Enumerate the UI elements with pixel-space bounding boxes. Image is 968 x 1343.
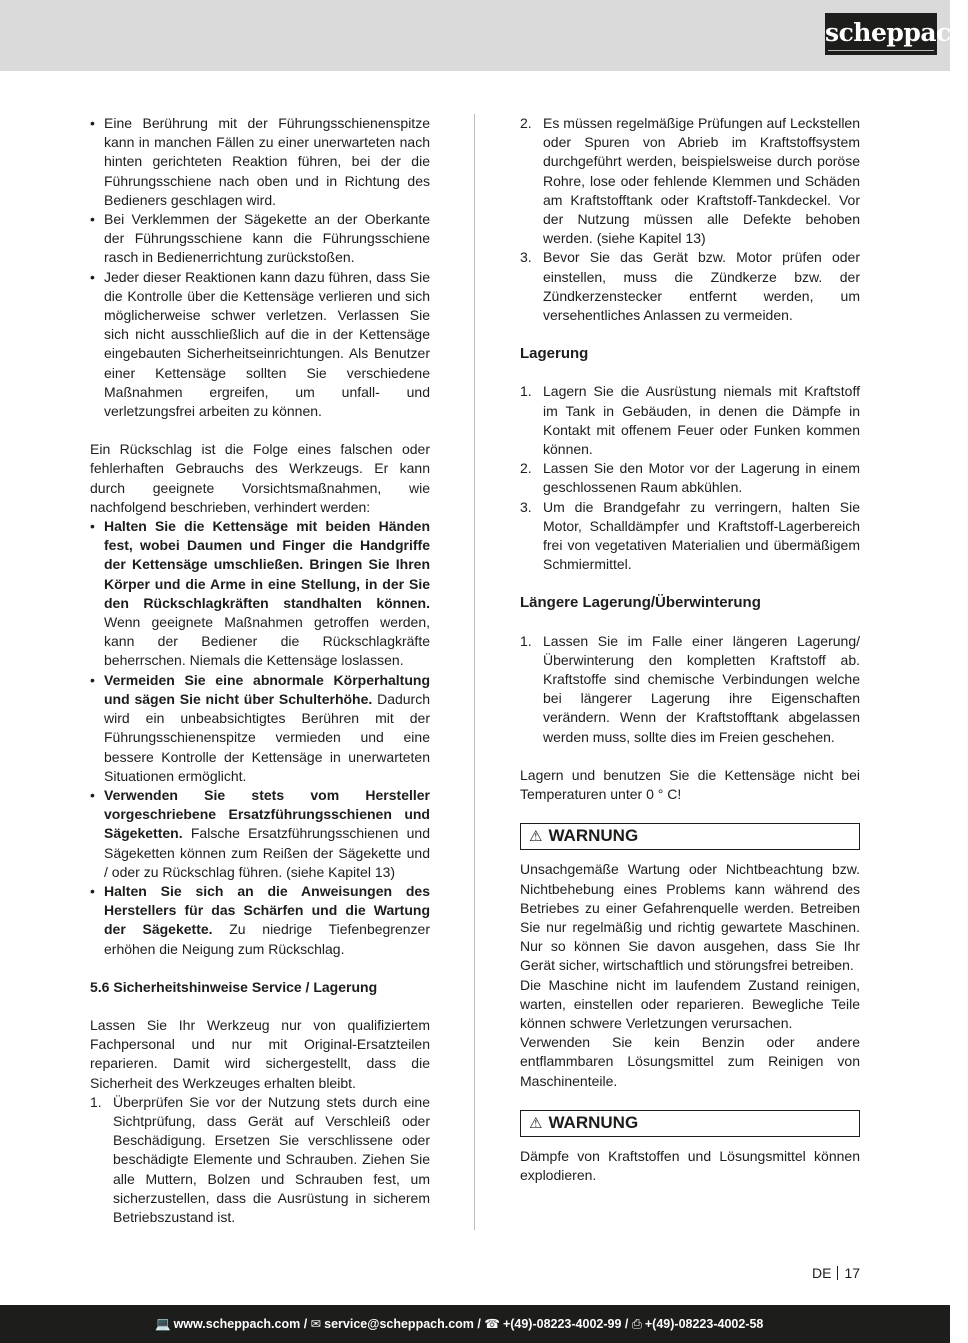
warning-text: Die Maschine nicht im laufendem Zustand reinigen, warten, einstellen oder reparieren. Bewegliche Teile können schwere Verletzungen verursachen. (520, 976, 860, 1031)
list-item-text: Falsche Ersatzführungsschienen und Sägeketten können zum Reißen der Sägekette und / oder zu Rückschlag führen. (siehe Kapitel 13) (104, 825, 430, 880)
list-item (90, 671, 430, 786)
warning-title: WARNUNG (548, 1112, 639, 1132)
phone-icon: ☎ (484, 1317, 500, 1331)
service-intro: Lassen Sie Ihr Werkzeug nur von qualifiziertem Fachpersonal und nur mit Original-Ersatzteilen reparieren. Damit wird sichergestellt, dass die Sicherheit des Werkzeuges erhalten bleibt. (90, 1016, 430, 1091)
footer-contact (155, 1316, 763, 1332)
list-number: 2. (520, 115, 532, 131)
temperature-note: Lagern und benutzen Sie die Kettensäge nicht bei Temperaturen unter 0 ° C! (520, 766, 860, 803)
list-item (520, 632, 860, 747)
list-number: 2. (520, 460, 532, 477)
list-number: 3. (520, 498, 532, 515)
fax-icon: ⎙ (631, 1317, 642, 1331)
warning-text: Dämpfe von Kraftstoffen und Lösungsmittel können explodieren. (520, 1147, 860, 1183)
list-number: 1. (90, 1093, 102, 1110)
list-item (90, 1093, 430, 1227)
list-item-bold: Vermeiden Sie eine abnormale Körperhaltung und sägen Sie nicht über Schulterhöhe. (104, 671, 430, 707)
list-item (520, 382, 860, 459)
list-item (90, 882, 430, 959)
storage-list (520, 382, 860, 574)
page-number (812, 1265, 860, 1281)
list-item-text: Wenn geeignete Maßnahmen getroffen werden, kann der Bediener die Rückschlagkräfte beherrschen. Niemals die Kettensäge loslassen. (104, 614, 430, 669)
warning-triangle-icon: ⚠ (529, 1114, 543, 1132)
list-item-text: Dadurch wird ein unbeabsichtigtes Berühren mit der Führungsschienenspitze vermieden und eine bessere Kontrolle der Kettensäge in unerwarteten Situationen ermöglicht. (104, 690, 431, 784)
footer-fax: +(49)-08223-4002-58 (644, 1317, 764, 1331)
section-heading: 5.6 Sicherheitshinweise Service / Lagerung (90, 978, 378, 995)
kickback-intro: Ein Rückschlag ist die Folge eines falschen oder fehlerhaften Gebrauchs des Werkzeugs. Er kann durch geeignete Vorsichtsmaßnahmen, wie nachfolgend beschrieben, verhindert werden: (90, 441, 430, 515)
list-item: • Bei Verklemmen der Sägekette an der Oberkante der Führungsschiene kann die Führungsschiene rasch in Bedienerrichtung zurückstoßen. (90, 210, 430, 268)
list-item-text: Es müssen regelmäßige Prüfungen auf Leckstellen oder Spuren von Abrieb im Kraftstoffsystem durchgeführt werden, beispielsweise durch poröse Rohre, lose oder fehlende Klemmen und Schäden am Kraftstofftank oder Kraftstoff-Tankdeckel. Vor der Nutzung müssen alle Defekte behoben werden. (siehe Kapitel 13) (543, 115, 860, 247)
kickback-reactions-list (90, 114, 430, 421)
right-column (520, 114, 860, 1185)
footer-mail[interactable]: service@scheppach.com / (324, 1317, 481, 1331)
service-list (90, 1093, 430, 1227)
warning-text: Verwenden Sie kein Benzin oder andere entflammbaren Lösungsmittel zum Reinigen von Maschinenteile. (520, 1034, 860, 1089)
page-lang: DE (812, 1265, 832, 1281)
footer-web[interactable]: www.scheppach.com / (173, 1317, 308, 1331)
service-list-continued (520, 114, 860, 325)
list-item (520, 114, 860, 248)
list-item-bold: Halten Sie die Kettensäge mit beiden Händen fest, wobei Daumen und Finger die Handgriffe der Kettensäge umschließen. Bringen Sie Ihren Körper und die Arme in eine Stellung, in der Sie den Rückschlagkräften standhalten können. (104, 518, 430, 611)
warning-triangle-icon: ⚠ (529, 828, 543, 846)
list-item-bold: Halten Sie sich an die Anweisungen des Herstellers für das Schärfen und die Wartung der Sägekette. (104, 882, 430, 938)
longterm-list (520, 632, 860, 747)
list-item-bold: Verwenden Sie stets vom Hersteller vorgeschriebene Ersatzführungsschienen und Sägeketten. (104, 786, 430, 842)
warning-box (520, 823, 860, 850)
list-item (520, 248, 860, 325)
list-number: 1. (520, 632, 532, 649)
list-item-text: Um die Brandgefahr zu verringern, halten Sie Motor, Schalldämpfer und Kraftstoff-Lagerbereich frei von vegetativen Materialien und übermäßigem Schmiermittel. (543, 498, 860, 573)
list-item-text: Lassen Sie im Falle einer längeren Lagerung/ Überwinterung den kompletten Kraftstoff ab. Kraftstoffe sind chemische Verbindungen welche bei längerer Lagerung ihre Eigenschaften verändern. Wenn der Kraftstofftank abgelassen werden muss, sollte dies im Freien geschehen. (543, 632, 860, 745)
footer (0, 1305, 950, 1343)
storage-heading: Lagerung (520, 345, 589, 363)
list-item (90, 517, 430, 671)
longterm-heading: Längere Lagerung/Überwinterung (520, 594, 761, 612)
mail-icon: ✉ (310, 1317, 322, 1331)
column-divider (474, 114, 475, 1230)
warning-box (520, 1110, 860, 1137)
list-item-text: Lagern Sie die Ausrüstung niemals mit Kraftstoff im Tank in Gebäuden, in denen die Dämpfe in Kontakt mit offenem Feuer oder Funken kommen können. (543, 383, 860, 458)
header-band (0, 0, 950, 71)
list-item: • Eine Berührung mit der Führungsschienenspitze kann in manchen Fällen zu einer unerwarteten nach hinten gerichteten Reaktion führen, bei der die Führungsschiene nach oben und in Richtung des Bedieners geschlagen wird. (90, 114, 430, 210)
list-item (90, 786, 430, 882)
list-item-text: Lassen Sie den Motor vor der Lagerung in einem geschlossenen Raum abkühlen. (543, 460, 860, 496)
footer-phone: +(49)-08223-4002-99 / (502, 1317, 629, 1331)
kickback-precautions-list (90, 517, 430, 959)
brand-logo: scheppach (825, 13, 937, 55)
list-number: 1. (520, 383, 532, 400)
list-item (520, 498, 860, 575)
list-number: 3. (520, 249, 532, 266)
list-item-text: Überprüfen Sie vor der Nutzung stets durch eine Sichtprüfung, dass Gerät auf Verschleiß oder Beschädigung. Ersetzen Sie verschlissene oder beschädigte Elemente und Schrauben. Ziehen Sie alle Muttern, Bolzen und Schrauben fest, um sicherzustellen, dass die Ausrüstung in sicherem Betriebszustand ist. (113, 1093, 430, 1225)
computer-icon: 💻 (155, 1317, 171, 1331)
left-column (90, 114, 430, 1227)
page-num: 17 (844, 1265, 861, 1281)
warning-text: Unsachgemäße Wartung oder Nichtbeachtung bzw. Nichtbehebung eines Problems kann während des Betriebes zu einer Gefahrenquelle werden. Betreiben Sie nur regelmäßig und richtig gewartete Maschinen. Nur so können Sie davon ausgehen, dass Sie Ihr Gerät sicher, wirtschaftlich und störungsfrei betreiben. (520, 861, 860, 974)
warning-title: WARNUNG (548, 826, 639, 846)
list-item-text: Zu niedrige Tiefenbegrenzer erhöhen die Neigung zum Rückschlag. (104, 921, 430, 957)
list-item-text: Bevor Sie das Gerät bzw. Motor prüfen oder einstellen, muss die Zündkerze bzw. der Zündkerzenstecker entfernt werden, um versehentliches Anlassen zu vermeiden. (543, 249, 860, 324)
list-item (520, 459, 860, 497)
list-item: • Jeder dieser Reaktionen kann dazu führen, dass Sie die Kontrolle über die Kettensäge verlieren und sich möglicherweise schwer verletzen. Verlassen Sie sich nicht ausschließlich auf die in der Kettensäge eingebauten Sicherheitseinrichtungen. Als Benutzer einer Kettensäge sollten Sie verschiedene Maßnahmen ergreifen, um unfall- und verletzungsfrei arbeiten zu können. (90, 268, 430, 422)
